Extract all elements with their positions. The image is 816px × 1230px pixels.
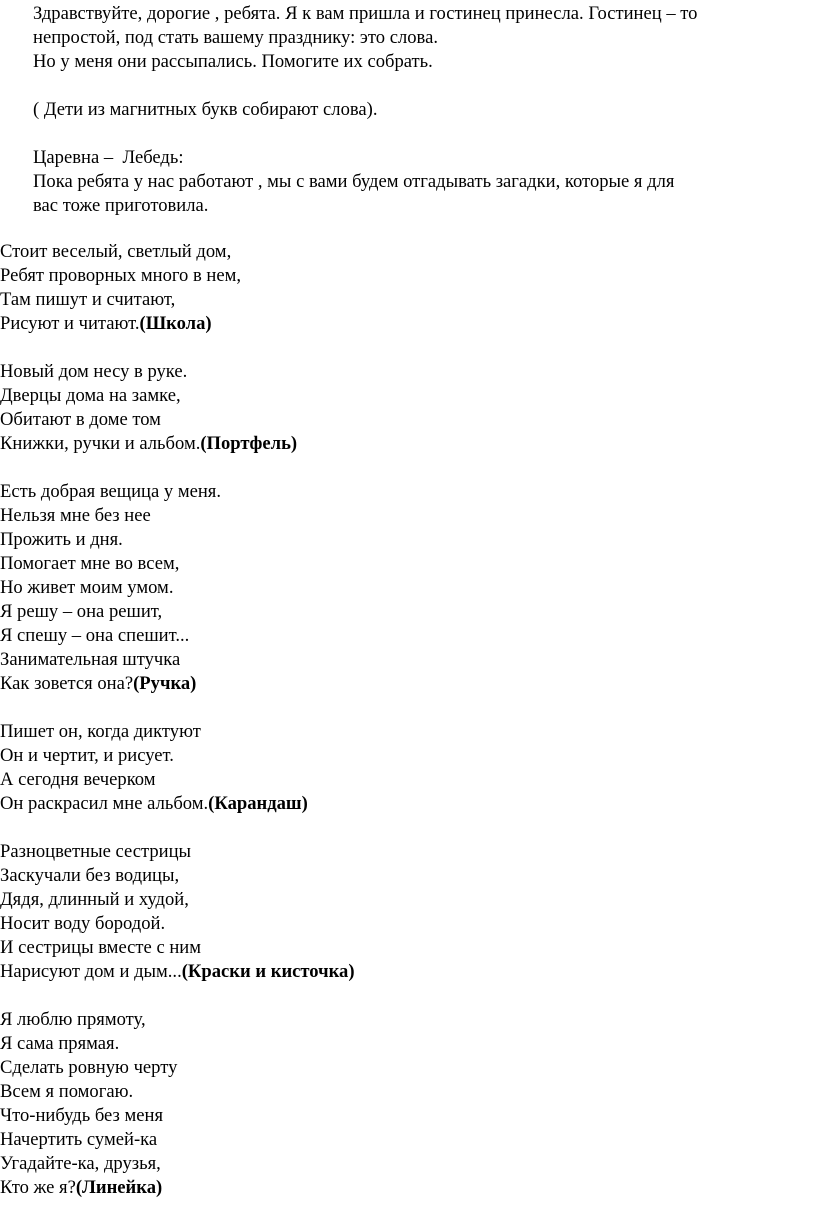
- riddle-line: И сестрицы вместе с ним: [0, 937, 202, 958]
- riddle-line: Нельзя мне без нее: [0, 505, 151, 526]
- riddle-line: Я сама прямая.: [0, 1033, 120, 1054]
- riddle-line: Я люблю прямоту,: [0, 1009, 146, 1030]
- stage-direction: ( Дети из магнитных букв собирают слова).: [33, 99, 378, 120]
- paragraph-gap: [33, 74, 803, 98]
- riddle-line: [0, 1176, 800, 1200]
- intro-line: Пока ребята у нас работают , мы с вами будем отгадывать загадки, которые я для: [33, 171, 675, 192]
- riddle-line: Дверцы дома на замке,: [0, 385, 181, 406]
- riddle-line: Обитают в доме том: [0, 409, 161, 430]
- riddle-line: Новый дом несу в руке.: [0, 361, 188, 382]
- riddle-line: Пишет он, когда диктуют: [0, 721, 201, 742]
- riddle-answer: (Портфель): [200, 433, 298, 454]
- riddle-line: Угадайте-ка, друзья,: [0, 1153, 161, 1174]
- riddle-line: Но живет моим умом.: [0, 577, 174, 598]
- riddle-line: [0, 792, 800, 816]
- paragraph-gap: [33, 122, 803, 146]
- riddle-line: [0, 672, 800, 696]
- riddle-line-text: Как зовется она?: [0, 673, 134, 694]
- riddle-line: Занимательная штучка: [0, 649, 181, 670]
- riddle-line-text: Нарисуют дом и дым...: [0, 961, 182, 982]
- riddle-answer: (Краски и кисточка): [181, 961, 355, 982]
- riddle-line: Заскучали без водицы,: [0, 865, 180, 886]
- riddle-line: Прожить и дня.: [0, 529, 123, 550]
- riddle-line: Носит воду бородой.: [0, 913, 166, 934]
- riddle-line: [0, 960, 800, 984]
- riddle-line-text: Он раскрасил мне альбом.: [0, 793, 209, 814]
- riddle-line: Что-нибудь без меня: [0, 1105, 164, 1126]
- intro-line: Но у меня они рассыпались. Помогите их собрать.: [33, 51, 433, 72]
- intro-line: вас тоже приготовила.: [33, 195, 209, 216]
- riddle-answer: (Ручка): [133, 673, 197, 694]
- riddle-line: А сегодня вечерком: [0, 769, 156, 790]
- riddle-line-text: Книжки, ручки и альбом.: [0, 433, 201, 454]
- riddle-answer: (Карандаш): [208, 793, 308, 814]
- riddle-line: Всем я помогаю.: [0, 1081, 134, 1102]
- riddle-block: [0, 720, 800, 816]
- riddle-line-text: Рисуют и читают.: [0, 313, 140, 334]
- speaker-name: Царевна – Лебедь:: [33, 147, 184, 168]
- riddle-block: [0, 1008, 800, 1200]
- riddle-line: Ребят проворных много в нем,: [0, 265, 242, 286]
- riddles-list: [0, 240, 800, 1224]
- intro-line: непростой, под стать вашему празднику: это слова.: [33, 27, 438, 48]
- riddle-line: Есть добрая вещица у меня.: [0, 481, 221, 502]
- riddle-line: [0, 432, 800, 456]
- riddle-block: [0, 840, 800, 984]
- riddle-line: [0, 312, 800, 336]
- riddle-line: Я решу – она решит,: [0, 601, 163, 622]
- riddle-line: Стоит веселый, светлый дом,: [0, 241, 232, 262]
- riddle-line: Помогает мне во всем,: [0, 553, 180, 574]
- riddle-block: [0, 480, 800, 696]
- riddle-line: Разноцветные сестрицы: [0, 841, 192, 862]
- riddle-block: [0, 240, 800, 336]
- riddle-answer: (Линейка): [75, 1177, 163, 1198]
- riddle-line: Там пишут и считают,: [0, 289, 176, 310]
- intro-section: [33, 2, 803, 218]
- riddle-answer: (Школа): [139, 313, 212, 334]
- riddle-line: Я спешу – она спешит...: [0, 625, 190, 646]
- intro-line: Здравствуйте, дорогие , ребята. Я к вам пришла и гостинец принесла. Гостинец – то: [33, 3, 698, 24]
- riddle-line: Сделать ровную черту: [0, 1057, 178, 1078]
- riddle-line: Дядя, длинный и худой,: [0, 889, 189, 910]
- riddle-block: [0, 360, 800, 456]
- riddle-line-text: Кто же я?: [0, 1177, 76, 1198]
- riddle-line: Начертить сумей-ка: [0, 1129, 158, 1150]
- riddle-line: Он и чертит, и рисует.: [0, 745, 174, 766]
